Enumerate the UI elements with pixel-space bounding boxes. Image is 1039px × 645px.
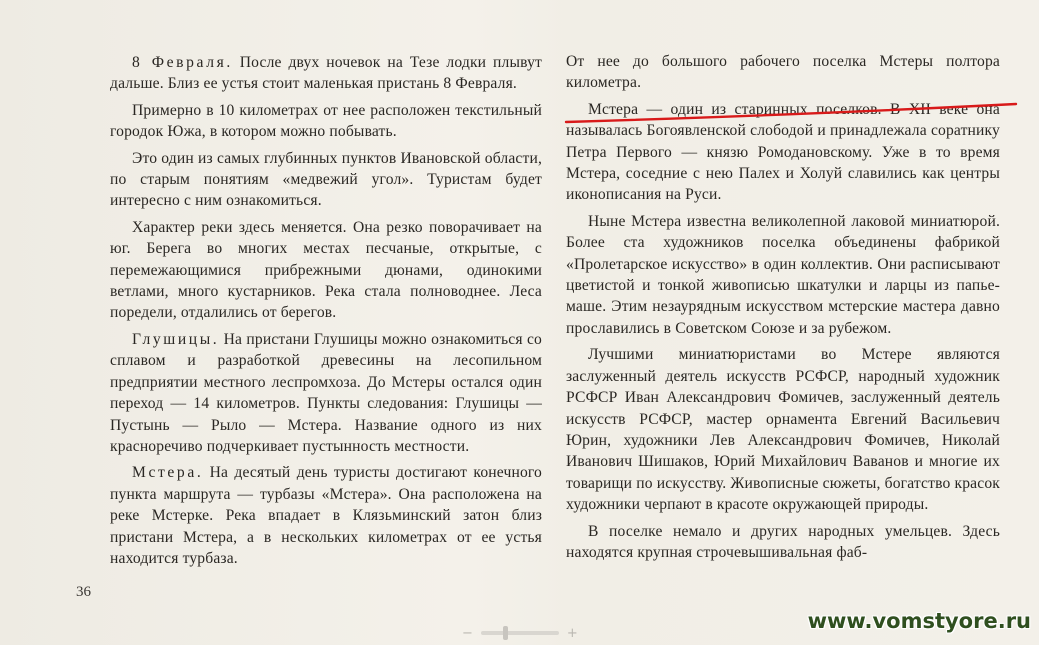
zoom-slider[interactable] [481, 631, 559, 635]
paragraph-history: Мстера — один из старинных поселков. В XII веке она называлась Богоявленской слободой и принадлежала соратнику Петра Первого — князю Ромодановскому. Уже в то время Мстера, соседние с нею Палех и Холуй славились как центры иконописания на Руси. [566, 100, 1000, 204]
zoom-control[interactable] [462, 624, 580, 642]
paragraph-glushitsy [110, 329, 542, 457]
right-column [566, 51, 1000, 568]
paragraph-medvezhiy-ugol: Это один из самых глубинных пунктов Ивановской области, по старым понятиям «медвежий угол». Туристам будет интересно с ним ознакомиться. [110, 149, 542, 210]
paragraph-8-fevralya [110, 52, 542, 95]
zoom-slider-handle[interactable] [503, 626, 508, 640]
paragraph-artists: Лучшими миниатюристами во Мстере являются заслуженный деятель искусств РСФСР, народный художник РСФСР Иван Александрович Фомичев, заслуженный деятель искусств РСФСР, мастер орнамента Евгений Васильевич Юрин, художники Лев Александрович Фомичев, Николай Иванович Шишаков, Юрий Михайлович Ваванов и многие их товарищи по искусству. Живописные сюжеты, богатство красок художники черпают в красоте окружающей природы. [566, 346, 1000, 514]
paragraph-river-character: Характер реки здесь меняется. Она резко поворачивает на юг. Берега во многих местах песчаные, открытые, с перемежающимися прибрежными дюнами, одинокими ветлами, много кустарников. Река стала полноводнее. Леса поредели, отдалились от берегов. [110, 218, 542, 322]
paragraph-yuzha: Примерно в 10 километрах от нее расположен текстильный городок Южа, в котором можно побывать. [110, 101, 542, 141]
place-heading: Мстера. [132, 464, 204, 482]
place-heading: 8 Февраля. [132, 54, 233, 71]
zoom-in-icon[interactable]: + [566, 625, 578, 641]
watermark: www.vomstyore.ru [807, 609, 1031, 633]
paragraph-mstera [110, 462, 542, 569]
left-column [110, 52, 542, 574]
paragraph-text: На пристани Глушицы можно ознакомиться со сплавом и разработкой древесины на лесопильном предприятии местного леспромхоза. До Мстеры остался один переход — 14 километров. Пункты следования: Глушицы — Пустынь — Рыло — Мстера. Название одного из них красноречиво подчеркивает пустынность местности. [110, 330, 542, 455]
page-number: 36 [76, 584, 91, 600]
paragraph-continuation: От нее до большого рабочего поселка Мстеры полтора километра. [566, 53, 1000, 92]
place-heading: Глушицы. [132, 330, 220, 348]
paragraph-craftsmen: В поселке немало и других народных умельцев. Здесь находятся крупная строчевышивальная фаб- [566, 522, 1000, 561]
paragraph-text: После двух ночевок на Тезе лодки плывут дальше. Близ ее устья стоит маленькая пристань 8 Февраля. [110, 54, 542, 93]
paragraph-text: На десятый день туристы достигают конечного пункта маршрута — турбазы «Мстера». Она расположена на реке Мстерке. Река впадает в Клязьминский затон близ пристани Мстера, а в нескольких километрах от ее устья находится турбаза. [110, 464, 542, 567]
zoom-out-icon[interactable]: − [462, 625, 473, 641]
paragraph-miniature: Ныне Мстера известна великолепной лаковой миниатюрой. Более ста художников поселка объединены фабрикой «Пролетарское искусство» в один коллектив. Они расписывают цветистой и тонкой живописью шкатулки и ларцы из папье-маше. Этим незаурядным искусством мстерские мастера давно прославились в Советском Союзе и за рубежом. [566, 212, 1000, 337]
